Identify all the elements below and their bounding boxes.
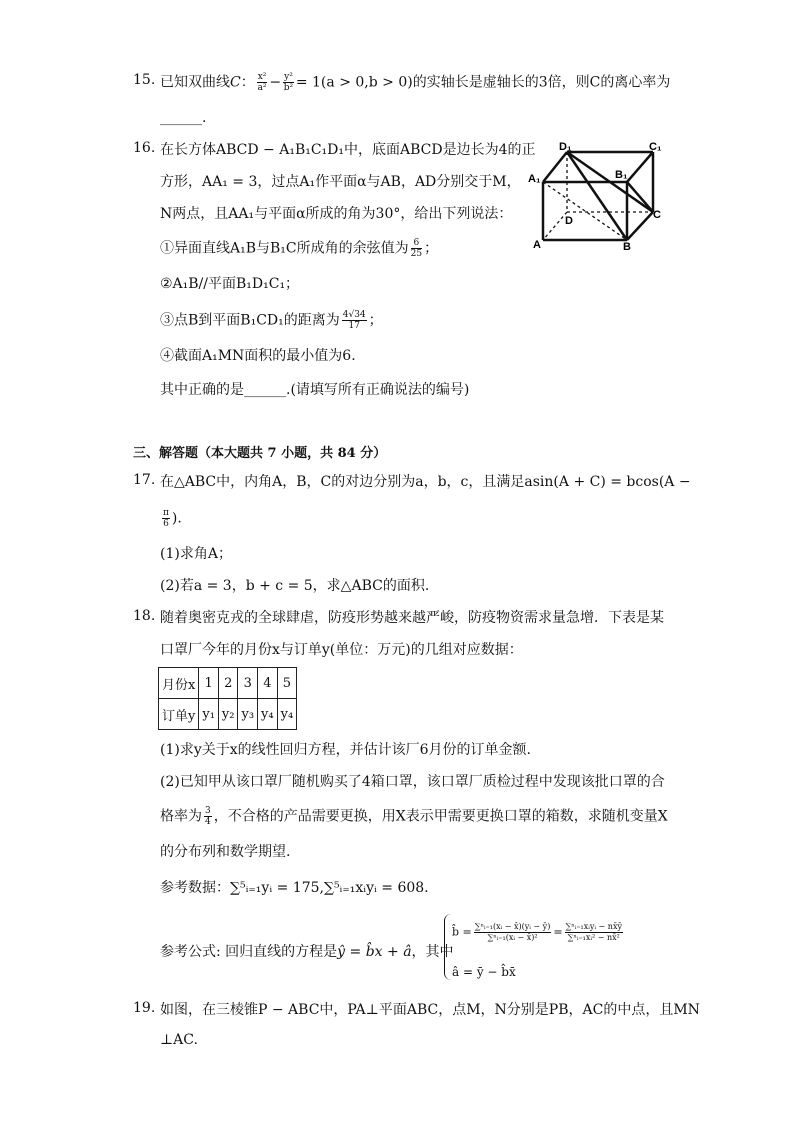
q16-question: 其中正确的是______.(请填写所有正确说法的编号) [160, 382, 470, 398]
fig-label-A1: A₁ [528, 173, 541, 185]
fig-label-D1: D₁ [559, 141, 572, 153]
q16-number: 16. [133, 140, 156, 156]
q15-text: 已知双曲线 [160, 74, 230, 91]
fig-label-B1: B₁ [615, 169, 628, 181]
fig-label-A: A [533, 239, 541, 251]
formula-a: â = ȳ − b̂x̄ [452, 965, 516, 979]
q15-frac-y: $\frac{\text{y²}}{\text{b²}}$ [283, 72, 294, 93]
q19-line2: ⊥AC. [160, 1032, 198, 1048]
q17-line1: 在△ABC中，内角A，B，C的对边分别为a，b，c，且满足asin(A + C) = bcos(A − [160, 474, 691, 490]
q18-line2: 口罩厂今年的月份x与订单y(单位：万元)的几组对应数据： [160, 642, 523, 658]
q16-option1: ①异面直线A₁B与B₁C所成角的余弦值为 $\frac{6}{25}$ ； [160, 238, 439, 259]
q15-tail: 的实轴长是虚轴长的3倍，则C的离心率为 [412, 74, 671, 91]
cuboid-figure [525, 138, 665, 256]
q18-part2-line3: 的分布列和数学期望. [160, 844, 291, 860]
section-heading: 三、解答题（本大题共 7 小题，共 84 分） [133, 446, 387, 461]
q15-minus: − [269, 74, 282, 91]
q16-line3: N两点，且AA₁与平面α所成的角为30°，给出下列说法： [160, 206, 513, 222]
table-cell: 5 [277, 668, 297, 699]
regression-brace [444, 914, 451, 980]
table-cell: y₃ [238, 699, 258, 730]
fig-label-C: C [653, 209, 661, 221]
table-cell: 2 [218, 668, 238, 699]
table-cell: y₁ [199, 699, 219, 730]
formula-b: b̂ = $\frac{\text{∑ⁿᵢ₌₁(xᵢ − x̄)(yᵢ − ȳ)}}{\text{∑ⁿᵢ₌₁(xᵢ − x̄)²}}$ = $\frac{\text{∑ⁿᵢ₌₁xᵢyᵢ − nx̄ȳ}}{\text{∑ⁿᵢ₌₁xᵢ² − nx̄²}}$ [452, 922, 622, 942]
table-cell: y₄ [258, 699, 278, 730]
q18-part1: (1)求y关于x的线性回归方程，并估计该厂6月份的订单金额. [160, 742, 531, 758]
q15-condition: = 1(a > 0,b > 0) [295, 74, 413, 91]
table-cell: y₂ [218, 699, 238, 730]
q15-colon: ： [240, 74, 255, 91]
table-cell: 订单y [159, 699, 199, 730]
table-cell: 1 [199, 668, 219, 699]
q18-number: 18. [133, 608, 156, 624]
table-cell: y₄ [277, 699, 297, 730]
q15-number: 15. [133, 72, 156, 88]
q15-frac-x: $\frac{\text{x²}}{\text{a²}}$ [257, 72, 267, 93]
q18-part2-line2: 格率为 $\frac{3}{4}$ ，不合格的产品需要更换，用X表示甲需要更换口罩的箱数，求随机变量X [160, 806, 668, 827]
q17-part1: (1)求角A； [160, 546, 232, 562]
q18-ref-data: 参考数据：∑⁵ᵢ₌₁yᵢ = 175,∑⁵ᵢ₌₁xᵢyᵢ = 608. [160, 880, 429, 896]
q15-stem [160, 72, 670, 93]
q16-option4: ④截面A₁MN面积的最小值为6. [160, 348, 356, 364]
fig-label-D: D [565, 215, 573, 227]
q16-option2: ②A₁B//平面B₁D₁C₁； [160, 276, 300, 292]
q19-line1: 如图，在三棱锥P − ABC中，PA⊥平面ABC，点M，N分别是PB，AC的中点，且MN [160, 1002, 700, 1018]
table-cell: 月份x [159, 668, 199, 699]
q16-option3: ③点B到平面B₁CD₁的距离为 $\frac{4√34}{17}$ ； [160, 310, 383, 331]
q16-line1: 在长方体ABCD − A₁B₁C₁D₁中，底面ABCD是边长为4的正 [160, 142, 536, 158]
q17-line2: $\frac{\pi}{6}$ ). [163, 508, 182, 529]
table-row [159, 668, 297, 699]
data-table [158, 667, 297, 730]
q17-number: 17. [133, 472, 156, 488]
q18-line1: 随着奥密克戎的全球肆虐，防疫形势越来越严峻，防疫物资需求量急增．下表是某 [160, 610, 664, 626]
q15-var: C [230, 74, 241, 91]
fig-label-B: B [623, 241, 631, 253]
table-cell: 3 [238, 668, 258, 699]
q15-blank: ______. [160, 110, 207, 126]
q18-ref-formula: 参考公式: 回归直线的方程是ŷ = b̂x + â，其中 [160, 944, 454, 960]
q16-line2: 方形，AA₁ = 3，过点A₁作平面α与AB，AD分别交于M， [160, 174, 521, 190]
q19-number: 19. [133, 1000, 156, 1016]
table-cell: 4 [258, 668, 278, 699]
table-row [159, 699, 297, 730]
q18-part2-line1: (2)已知甲从该口罩厂随机购买了4箱口罩，该口罩厂质检过程中发现该批口罩的合 [160, 774, 665, 790]
fig-label-C1: C₁ [649, 141, 662, 153]
q17-part2: (2)若a = 3，b + c = 5，求△ABC的面积. [160, 578, 430, 594]
